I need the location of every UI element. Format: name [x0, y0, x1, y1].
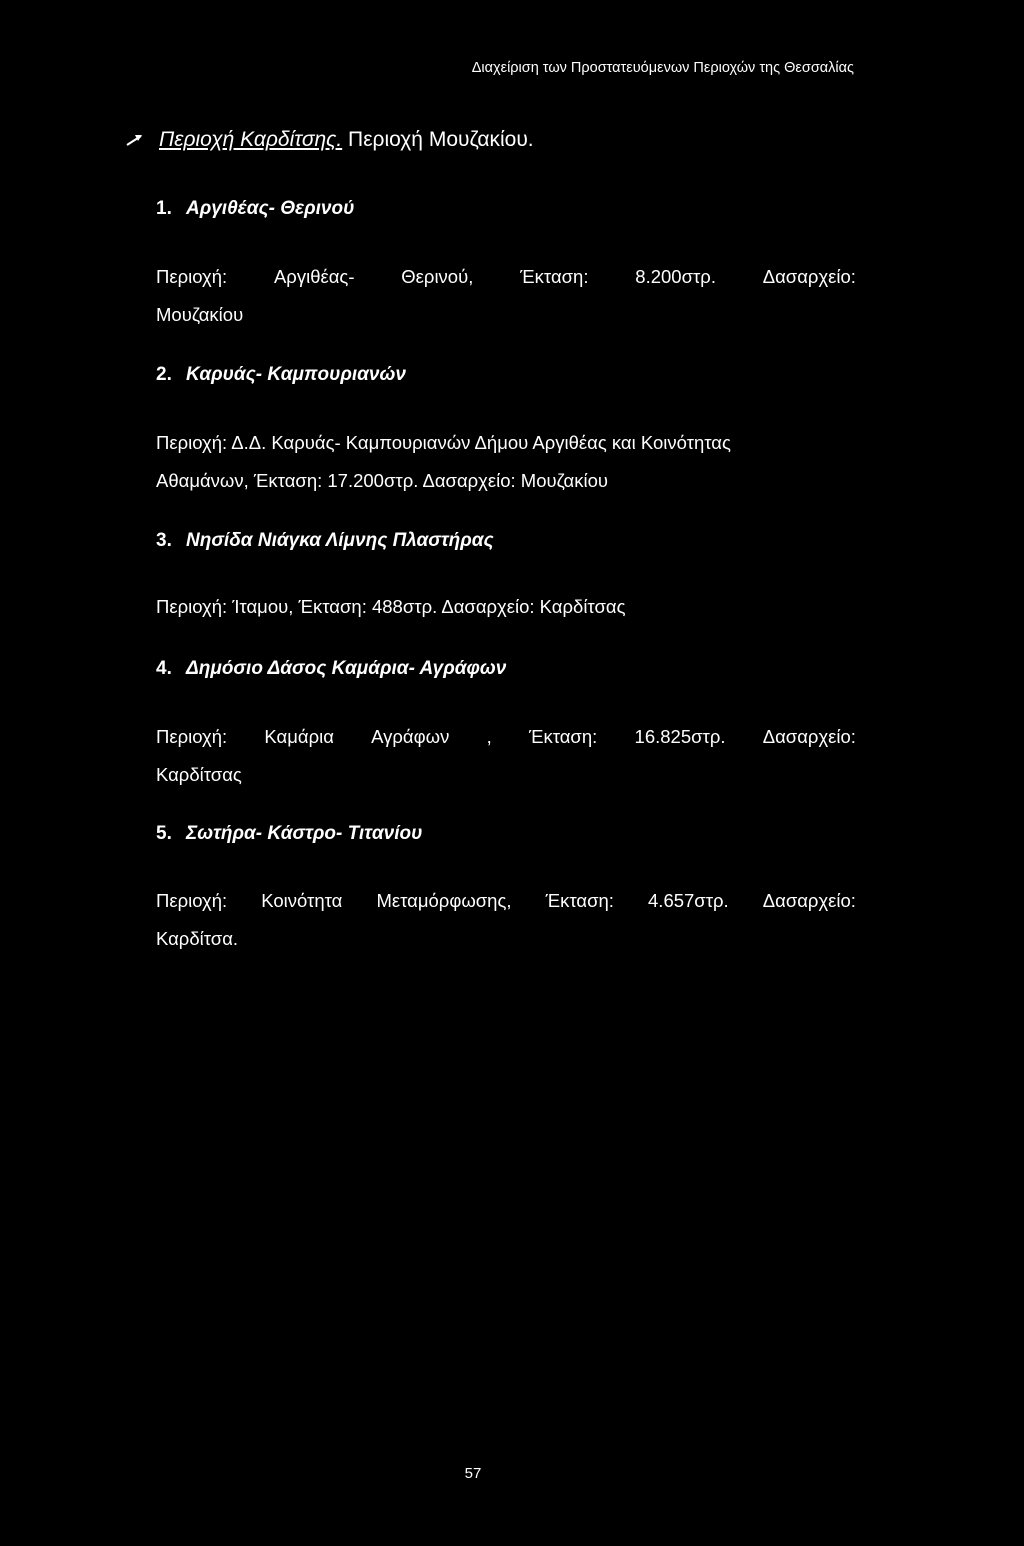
entry-body-word: Αγράφων [371, 726, 450, 747]
entry-title [156, 658, 506, 680]
entry-body [156, 424, 856, 500]
entry-body-word: Έκταση: [520, 266, 589, 287]
entry-number: 3. [156, 530, 172, 551]
entry-title [156, 198, 354, 220]
entry-body-word: Περιοχή: [156, 726, 228, 747]
entry-name: Καρυάς- Καμπουριανών [186, 364, 406, 385]
entry-body-word: 16.825στρ. [634, 726, 726, 747]
entry-title [156, 364, 406, 386]
region-heading [125, 128, 534, 152]
entry-body-line: Καρδίτσας [156, 764, 242, 785]
entry-body-word: , [486, 726, 492, 747]
entry-body-word: Μεταμόρφωσης, [376, 890, 512, 911]
entry-name: Σωτήρα- Κάστρο- Τιτανίου [186, 823, 423, 844]
entry-body-word: Κοινότητα [261, 890, 343, 911]
entry-body-word: Έκταση: [528, 726, 598, 747]
entry-body-word: Περιοχή: [156, 890, 228, 911]
entry-body [156, 258, 856, 334]
entry-body-line: Μουζακίου [156, 304, 244, 325]
entry-body-word: Θερινού, [401, 266, 474, 287]
entry-body-line: Καρδίτσα. [156, 928, 239, 949]
entry-body [156, 882, 856, 958]
entry-body [156, 718, 856, 794]
entry-body-line: Περιοχή: Ίταμου, Έκταση: 488στρ. Δασαρχείο: Καρδίτσας [156, 596, 626, 617]
page-number: 57 [464, 1465, 482, 1482]
entry-body-word: Δασαρχείο: [762, 890, 856, 911]
arrow-bullet-icon [125, 133, 145, 147]
entry-name: Νησίδα Νιάγκα Λίμνης Πλαστήρας [186, 530, 494, 551]
entry-body-word: Δασαρχείο: [762, 726, 856, 747]
entry-number: 2. [156, 364, 172, 385]
entry-number: 4. [156, 658, 172, 679]
entry-name: Δημόσιο Δάσος Καμάρια- Αγράφων [186, 658, 507, 679]
running-header: Διαχείριση των Προστατευόμενων Περιοχών της Θεσσαλίας [471, 60, 854, 76]
entry-title [156, 530, 494, 552]
entry-body-line: Αθαμάνων, Έκταση: 17.200στρ. Δασαρχείο: Μουζακίου [156, 470, 609, 491]
entry-body-word: 8.200στρ. [635, 266, 716, 287]
entry-body-word: Αργιθέας- [273, 266, 355, 287]
entry-body-word: Καμάρια [264, 726, 334, 747]
entry-body-word: Δασαρχείο: [762, 266, 856, 287]
entry-body-line [156, 258, 856, 296]
entry-number: 1. [156, 198, 172, 219]
entry-body [156, 588, 856, 626]
entry-body-word: Περιοχή: [156, 266, 228, 287]
region-name: Περιοχή Καρδίτσης. [159, 128, 343, 151]
entry-body-word: 4.657στρ. [648, 890, 729, 911]
region-subtitle: Περιοχή Μουζακίου. [348, 128, 534, 151]
entry-body-line: Περιοχή: Δ.Δ. Καρυάς- Καμπουριανών Δήμου Αργιθέας και Κοινότητας [156, 432, 731, 453]
entry-number: 5. [156, 823, 172, 844]
entry-title [156, 823, 422, 845]
entry-name: Αργιθέας- Θερινού [186, 198, 355, 219]
entry-body-line [156, 882, 856, 920]
entry-body-word: Έκταση: [545, 890, 614, 911]
entry-body-line [156, 718, 856, 756]
